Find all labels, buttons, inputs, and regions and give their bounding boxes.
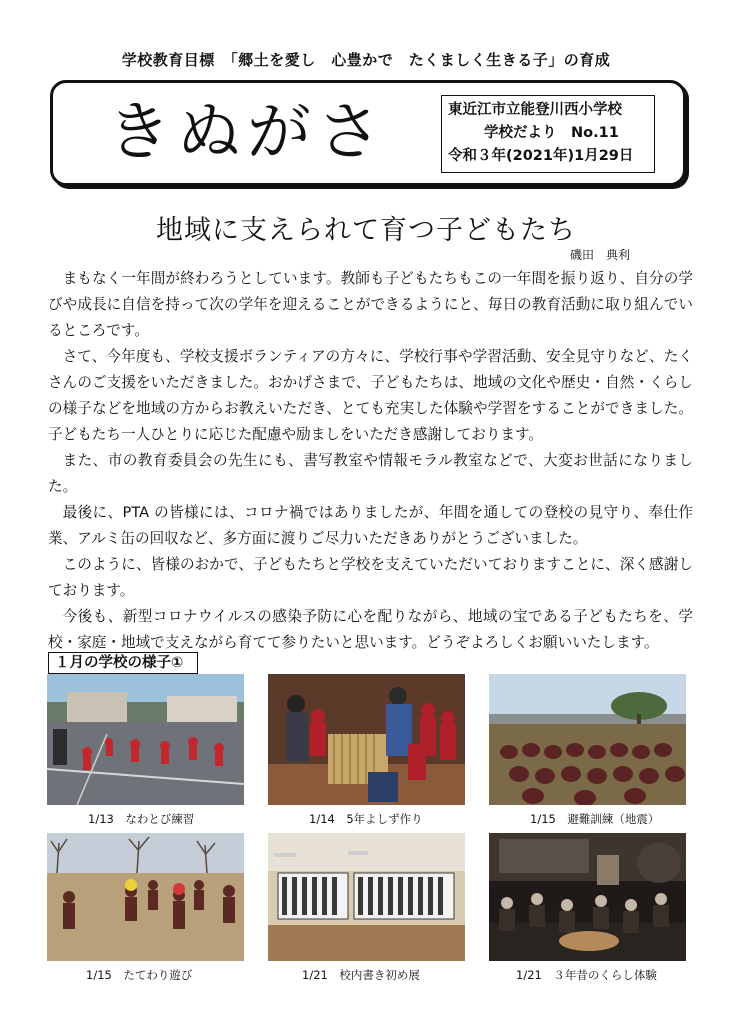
newsletter-title: きぬがさ: [107, 96, 387, 170]
photo-evacuation-drill: [489, 674, 686, 805]
school-name: 東近江市立能登川西小学校: [448, 102, 622, 118]
article-author: 磯田 典利: [570, 248, 631, 262]
photo-jump-rope: [47, 674, 244, 805]
school-goal: 学校教育目標 「郷土を愛し 心豊かで たくましく生きる子」の育成: [121, 51, 611, 69]
article-headline: 地域に支えられて育つ子どもたち: [156, 215, 576, 246]
photo-caption: 1/15 たてわり遊び: [86, 968, 193, 982]
photo-caption: 1/21 校内書き初め展: [302, 968, 420, 982]
photo-caption: 1/21 ３年昔のくらし体験: [516, 968, 657, 982]
newsletter-info-box: [441, 95, 655, 173]
article-paragraph: 今後も、新型コロナウイルスの感染予防に心を配りながら、地域の宝である子どもたちを、学校・家庭・地域で支えながら育てて参りたいと思います。どうぞよろしくお願いいたします。: [48, 608, 693, 651]
photo-caption: 1/13 なわとび練習: [88, 812, 195, 826]
masthead: [50, 80, 686, 186]
article-paragraph: さて、今年度も、学校支援ボランティアの方々に、学校行事や学習活動、安全見守りなど、たくさんのご支援をいただきました。おかげさまで、子どもたちは、地域の文化や歴史・自然・くらしの様子などを地域の方からお教えいただき、とても充実した体験や学習をすることができました。子どもたち一人ひとりに応じた配慮や励ましをいただき感謝しております。: [48, 348, 693, 443]
gallery-section-title: １月の学校の様子①: [48, 652, 198, 674]
article-paragraph: まもなく一年間が終わろうとしています。教師も子どもたちもこの一年間を振り返り、自分の学びや成長に自信を持って次の学年を迎えることができるようにと、毎日の教育活動に取り組んでいるところです。: [48, 270, 693, 339]
issue-date: 令和３年(2021年)1月29日: [448, 148, 634, 164]
photo-calligraphy-exhibit: [268, 833, 465, 961]
newsletter-issue: 学校だより No.11: [484, 125, 619, 141]
photo-yoshizu: [268, 674, 465, 805]
photo-caption: 1/15 避難訓練（地震）: [530, 812, 660, 826]
photo-group-play: [47, 833, 244, 961]
article-paragraph: このように、皆様のおかで、子どもたちと学校を支えていただいておりますことに、深く感謝しております。: [48, 556, 693, 599]
article-paragraph: 最後に、PTA の皆様には、コロナ禍ではありましたが、年間を通しての登校の見守り、奉仕作業、アルミ缶の回収など、多方面に渡りご尽力いただきありがとうございました。: [48, 504, 693, 547]
article-body: [48, 266, 693, 656]
photo-caption: 1/14 5年よしず作り: [309, 812, 423, 826]
article-paragraph: また、市の教育委員会の先生にも、書写教室や情報モラル教室などで、大変お世話になりました。: [48, 452, 693, 495]
photo-old-life-experience: [489, 833, 686, 961]
